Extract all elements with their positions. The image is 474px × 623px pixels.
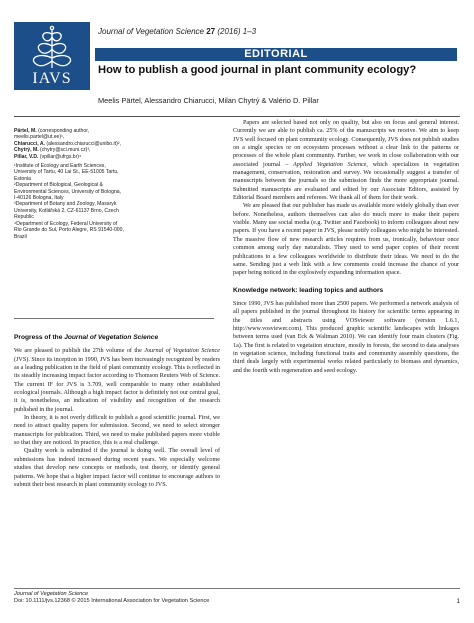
affil-line: Pillar, V.D. (vpillar@ufrgs.br)⁴: [14, 153, 82, 160]
affil-line: Brazil: [14, 233, 27, 240]
paragraph: We are pleased that our publisher has made us available more widely globally than ever before. Nonetheless, authors themselves can also do much more to make their papers visible. Many use social media (e.g. Twitter and Facebook) to inform colleagues about new papers. If you have a recent paper in JVS, please notify colleagues who might be interested. The massive flow of new research articles requires from us, ironically, behaviour once common among early day naturalists. They used to send paper copies of their recent publications to a few colleagues worldwide to distribute their ideas. We need to do the same. Sending just a web link with a few comments could increase the chance of your paper being noticed in the explosively expanding information space.: [233, 203, 459, 277]
left-column: [14, 334, 220, 489]
editorial-banner: EDITORIAL: [95, 48, 457, 61]
affil-line: ²Department of Biological, Geological &: [14, 182, 103, 189]
iavs-logo: [14, 22, 90, 90]
paragraph: In theory, it is not overly difficult to publish a good scientific journal. First, we need to attract quality papers for submission. Second, we need to select stronger manuscripts for publication. Third, we need to make published papers more visible so that they are noticed. In practice, this is a real challenge.: [14, 415, 220, 447]
section-heading-knowledge-network: Knowledge network: leading topics and authors: [233, 286, 384, 294]
journal-name-italic: Journal of Vegetation Science: [144, 348, 220, 355]
paragraph: [233, 119, 459, 202]
affil-line: Environmental Sciences, University of Bologna,: [14, 188, 122, 195]
paragraph: Since 1990, JVS has published more than 2500 papers. We performed a network analysis of all papers published in the journal throughout its history for scientific terms appearing in the titles and abstracts using VOSviewer software (version 1.6.1, http://www.vosviewer.com). This produced graphic scientific landscapes with linkages between terms used (van Eck & Waltman 2010). We can identify four main clusters (Fig. 1a). The first is related to vegetation structure, mostly in forests, the second to data analyses in vegetation science, including functional traits and community assembly questions, the third deals largely with experimental works related particularly to biomass and dynamics, and the fourth with regeneration and seed ecology.: [233, 300, 459, 374]
journal-header: [98, 27, 256, 36]
paragraph: [14, 347, 220, 414]
affil-line: Pärtel, M. (corresponding author,: [14, 128, 90, 134]
heading-text: Progress of the: [14, 334, 65, 341]
article-title: How to publish a good journal in plant community ecology?: [98, 64, 417, 76]
affil-line: Rio Grande do Sul, Porto Alegre, RS 91540-000,: [14, 227, 124, 234]
affil-line: Chiarucci, A. (alessandro.chiarucci@unibo.it)²,: [14, 140, 121, 147]
paragraph-text: (JVS). Since its inception in 1990, JVS has been increasingly recognized by readers as a leading publication in the field of plant community ecology. This is reflected in its steadily increasing impact factor according to Thomson Reuters Web of Science. The current IF for JVS is 3.709, well comparable to many other established ecological journals. Although a high impact factor is definitely not our central goal, it is, nonetheless, an indication of visibility and recognition of the research published in the journal.: [14, 356, 221, 413]
header-divider: [14, 116, 460, 117]
footer-doi: Doi: 10.1111/jvs.12368 © 2015 International Association for Vegetation Science: [14, 598, 210, 605]
affil-line: ⁴Department of Ecology, Federal University of: [14, 220, 118, 227]
right-column: [233, 119, 459, 375]
section-heading-progress: [14, 334, 220, 342]
affil-line: ³Department of Botany and Zoology, Masaryk: [14, 201, 117, 208]
logo-text: IAVS: [32, 70, 72, 87]
page-footer: [14, 591, 460, 606]
paragraph: Quality work is submitted if the journal is doing well. The overall level of submissions has indeed increased during recent years. We especially welcome studies that develop new concepts or methods, test theory, or identify general patterns. We hope that a higher impact factor will continue to encourage authors to submit their best research in plant community ecology to JVS.: [14, 448, 220, 488]
journal-volume: 27: [206, 27, 216, 36]
affil-line: Estonia: [14, 175, 31, 182]
affil-line: meelis.partel@ut.ee)¹,: [14, 134, 65, 141]
footer-journal-name: Journal of Vegetation Science: [14, 591, 89, 597]
affil-line: University of Tartu, 40 Lai St., EE-51005 Tartu,: [14, 169, 119, 176]
affil-line: Republic: [14, 214, 34, 221]
footer-divider: [14, 588, 460, 589]
journal-name: Journal of Vegetation Science: [98, 27, 204, 36]
affiliations-block: [14, 128, 214, 240]
affil-line: Chytrý, M. (chytry@sci.muni.cz)³,: [14, 147, 91, 154]
journal-year-pages: (2016) 1–3: [217, 27, 257, 36]
paragraph-text: Papers are selected based not only on quality, but also on focus and general interest. Currently we are able to publish ca. 25% of the manuscripts we receive. We aim to keep JVS well focused on plant community ecology. Consequently, JVS does not publish studies on a single species or on ecosystem processes without a clear link to the patterns or processes of the whole plant community. Further, we work in close collaboration with our associated journal –: [233, 120, 459, 168]
page-number: 1: [456, 598, 460, 605]
affiliations-divider: [14, 318, 214, 319]
heading-journal-name: Journal of Vegetation Science: [64, 334, 159, 341]
affil-line: University, Kotlářská 2, CZ-61137 Brno, Czech: [14, 207, 119, 214]
journal-name-italic: Applied Vegetation Science: [293, 161, 367, 168]
paragraph-text: , which specializes in vegetation management, conservation, restoration and survey. We occasionally suggest a transfer of manuscripts between the journals so the submission finds the more appropriate journal. Submitted manuscripts are evaluated and edited by our Associate Editors, assisted by Editorial Board members and referees. We thank all of them for their work.: [233, 161, 459, 202]
paragraph-text: We are pleased to publish the 27th volume of the: [14, 348, 145, 355]
article-authors: Meelis Pärtel, Alessandro Chiarucci, Milan Chytrý & Valério D. Pillar: [98, 96, 319, 105]
affil-line: ¹Institute of Ecology and Earth Sciences,: [14, 163, 106, 170]
affil-line: I-40126 Bologna, Italy: [14, 195, 64, 202]
